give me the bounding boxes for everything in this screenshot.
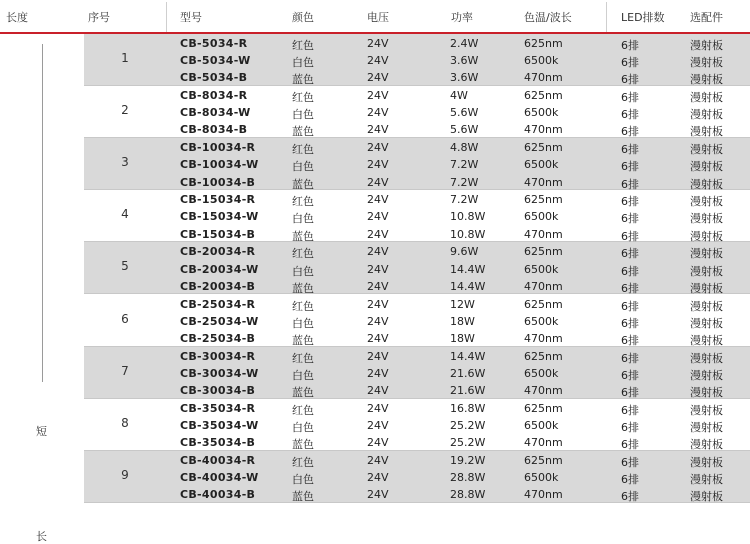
color-cell: 蓝色 — [292, 333, 314, 347]
accessory-cell: 漫射板 — [690, 333, 723, 347]
product-group — [84, 347, 750, 399]
led-rows-cell: 6排 — [621, 73, 639, 87]
seq-number: 9 — [121, 467, 129, 482]
accessory-cell: 漫射板 — [690, 316, 723, 330]
power-cell: 4.8W — [450, 141, 479, 155]
model-cell: CB-20034-B — [180, 279, 256, 293]
color-cell: 白色 — [292, 108, 314, 122]
seq-number: 1 — [121, 51, 129, 65]
wavelength-cell: 470nm — [524, 279, 563, 293]
power-cell: 2.4W — [450, 37, 479, 50]
led-rows-cell: 6排 — [621, 56, 639, 70]
product-group — [84, 86, 750, 138]
led-rows-cell: 6排 — [621, 333, 639, 347]
product-group — [84, 295, 750, 347]
voltage-cell: 24V — [367, 349, 389, 363]
led-rows-cell: 6排 — [621, 91, 639, 105]
length-long-label: 长 — [36, 530, 47, 543]
accessory-cell: 漫射板 — [690, 351, 723, 365]
wavelength-cell: 625nm — [524, 89, 563, 103]
color-cell: 红色 — [292, 39, 314, 52]
voltage-cell: 24V — [367, 245, 389, 259]
seq-number: 8 — [121, 415, 129, 430]
accessory-cell: 漫射板 — [690, 281, 723, 295]
model-cell: CB-40034-R — [180, 453, 256, 467]
color-cell: 红色 — [292, 403, 314, 417]
table-row — [84, 208, 750, 225]
seq-number: 7 — [121, 363, 129, 378]
wavelength-cell: 625nm — [524, 245, 563, 259]
product-group — [84, 451, 750, 503]
voltage-cell: 24V — [367, 89, 389, 103]
wavelength-cell: 6500k — [524, 418, 559, 432]
led-rows-cell: 6排 — [621, 455, 639, 469]
table-row — [84, 139, 750, 156]
voltage-cell: 24V — [367, 141, 389, 155]
wavelength-cell: 470nm — [524, 488, 563, 502]
color-cell: 白色 — [292, 160, 314, 174]
power-cell: 12W — [450, 297, 475, 311]
led-rows-cell: 6排 — [621, 177, 639, 191]
power-cell: 4W — [450, 89, 468, 103]
led-rows-cell: 6排 — [621, 264, 639, 278]
accessory-cell: 漫射板 — [690, 403, 723, 417]
table-row — [84, 365, 750, 382]
accessory-cell: 漫射板 — [690, 229, 723, 243]
voltage-cell: 24V — [367, 436, 389, 450]
voltage-cell: 24V — [367, 210, 389, 224]
led-rows-cell: 6排 — [621, 229, 639, 243]
wavelength-cell: 6500k — [524, 314, 559, 328]
table-row — [84, 69, 750, 86]
product-group — [84, 138, 750, 190]
wavelength-cell: 625nm — [524, 453, 563, 467]
led-rows-cell: 6排 — [621, 281, 639, 295]
power-cell: 7.2W — [450, 193, 479, 207]
power-cell: 9.6W — [450, 245, 479, 259]
table-row — [84, 348, 750, 365]
table-row — [84, 330, 750, 347]
header-color: 颜色 — [292, 11, 314, 24]
model-cell: CB-8034-W — [180, 106, 251, 120]
wavelength-cell: 6500k — [524, 106, 559, 120]
power-cell: 16.8W — [450, 401, 486, 415]
accessory-cell: 漫射板 — [690, 160, 723, 174]
wavelength-cell: 470nm — [524, 71, 563, 85]
header-model: 型号 — [180, 11, 202, 24]
model-cell: CB-8034-R — [180, 89, 248, 103]
header-led-rows: LED排数 — [621, 11, 665, 24]
power-cell: 28.8W — [450, 488, 486, 502]
model-cell: CB-5034-W — [180, 54, 251, 68]
model-cell: CB-35034-R — [180, 401, 256, 415]
table-row — [84, 452, 750, 469]
accessory-cell: 漫射板 — [690, 490, 723, 504]
accessory-cell: 漫射板 — [690, 195, 723, 209]
power-cell: 21.6W — [450, 383, 486, 397]
wavelength-cell: 6500k — [524, 158, 559, 172]
color-cell: 蓝色 — [292, 229, 314, 243]
power-cell: 21.6W — [450, 366, 486, 380]
model-cell: CB-35034-B — [180, 436, 256, 450]
color-cell: 红色 — [292, 351, 314, 365]
table-row — [84, 313, 750, 330]
wavelength-cell: 6500k — [524, 210, 559, 224]
color-cell: 蓝色 — [292, 73, 314, 87]
seq-number: 3 — [121, 155, 129, 170]
header-power: 功率 — [451, 11, 473, 24]
color-cell: 白色 — [292, 368, 314, 382]
color-cell: 蓝色 — [292, 385, 314, 399]
model-cell: CB-15034-R — [180, 193, 256, 207]
model-cell: CB-10034-R — [180, 141, 256, 155]
wavelength-cell: 625nm — [524, 401, 563, 415]
model-cell: CB-15034-W — [180, 210, 259, 224]
color-cell: 蓝色 — [292, 438, 314, 452]
accessory-cell: 漫射板 — [690, 299, 723, 313]
accessory-cell: 漫射板 — [690, 368, 723, 382]
color-cell: 红色 — [292, 455, 314, 469]
model-cell: CB-25034-W — [180, 314, 259, 328]
led-rows-cell: 6排 — [621, 195, 639, 209]
header-voltage: 电压 — [367, 11, 389, 24]
length-column — [0, 34, 84, 543]
led-rows-cell: 6排 — [621, 299, 639, 313]
table-row — [84, 486, 750, 503]
accessory-cell: 漫射板 — [690, 385, 723, 399]
power-cell: 3.6W — [450, 71, 479, 85]
power-cell: 19.2W — [450, 453, 486, 467]
seq-number: 2 — [121, 103, 129, 118]
seq-number: 4 — [121, 207, 129, 222]
wavelength-cell: 625nm — [524, 193, 563, 207]
voltage-cell: 24V — [367, 123, 389, 137]
table-row — [84, 35, 750, 52]
voltage-cell: 24V — [367, 418, 389, 432]
led-rows-cell: 6排 — [621, 420, 639, 434]
led-rows-cell: 6排 — [621, 403, 639, 417]
voltage-cell: 24V — [367, 227, 389, 241]
model-cell: CB-5034-R — [180, 37, 248, 50]
color-cell: 红色 — [292, 195, 314, 209]
voltage-cell: 24V — [367, 54, 389, 68]
table-row — [84, 434, 750, 451]
wavelength-cell: 470nm — [524, 227, 563, 241]
led-rows-cell: 6排 — [621, 143, 639, 157]
accessory-cell: 漫射板 — [690, 108, 723, 122]
table-row — [84, 104, 750, 121]
power-cell: 14.4W — [450, 349, 486, 363]
voltage-cell: 24V — [367, 279, 389, 293]
color-cell: 白色 — [292, 316, 314, 330]
voltage-cell: 24V — [367, 175, 389, 189]
product-group — [84, 190, 750, 242]
voltage-cell: 24V — [367, 488, 389, 502]
power-cell: 18W — [450, 314, 475, 328]
voltage-cell: 24V — [367, 158, 389, 172]
wavelength-cell: 6500k — [524, 262, 559, 276]
led-rows-cell: 6排 — [621, 160, 639, 174]
color-cell: 白色 — [292, 56, 314, 70]
header-accessory: 选配件 — [690, 11, 723, 24]
voltage-cell: 24V — [367, 37, 389, 50]
table-row — [84, 243, 750, 260]
wavelength-cell: 625nm — [524, 141, 563, 155]
power-cell: 10.8W — [450, 210, 486, 224]
power-cell: 28.8W — [450, 470, 486, 484]
seq-number: 5 — [121, 259, 129, 274]
led-rows-cell: 6排 — [621, 212, 639, 226]
model-cell: CB-30034-R — [180, 349, 256, 363]
header-length: 长度 — [6, 11, 28, 24]
power-cell: 7.2W — [450, 175, 479, 189]
wavelength-cell: 470nm — [524, 175, 563, 189]
accessory-cell: 漫射板 — [690, 264, 723, 278]
model-cell: CB-25034-B — [180, 331, 256, 345]
table-row — [84, 382, 750, 399]
color-cell: 白色 — [292, 472, 314, 486]
power-cell: 5.6W — [450, 106, 479, 120]
wavelength-cell: 6500k — [524, 54, 559, 68]
voltage-cell: 24V — [367, 453, 389, 467]
header-divider — [166, 2, 167, 32]
color-cell: 白色 — [292, 420, 314, 434]
led-rows-cell: 6排 — [621, 108, 639, 122]
power-cell: 18W — [450, 331, 475, 345]
power-cell: 25.2W — [450, 436, 486, 450]
power-cell: 14.4W — [450, 279, 486, 293]
table-row — [84, 417, 750, 434]
color-cell: 红色 — [292, 91, 314, 105]
table-row — [84, 156, 750, 173]
wavelength-cell: 625nm — [524, 37, 563, 50]
accessory-cell: 漫射板 — [690, 177, 723, 191]
model-cell: CB-5034-B — [180, 71, 248, 85]
color-cell: 红色 — [292, 143, 314, 157]
color-cell: 红色 — [292, 247, 314, 261]
wavelength-cell: 470nm — [524, 331, 563, 345]
wavelength-cell: 625nm — [524, 297, 563, 311]
power-cell: 25.2W — [450, 418, 486, 432]
wavelength-cell: 470nm — [524, 123, 563, 137]
voltage-cell: 24V — [367, 193, 389, 207]
model-cell: CB-15034-B — [180, 227, 256, 241]
color-cell: 蓝色 — [292, 490, 314, 504]
accessory-cell: 漫射板 — [690, 39, 723, 52]
product-group — [84, 34, 750, 86]
length-bracket-line — [42, 44, 43, 382]
power-cell: 14.4W — [450, 262, 486, 276]
table-row — [84, 400, 750, 417]
led-rows-cell: 6排 — [621, 316, 639, 330]
model-cell: CB-20034-W — [180, 262, 259, 276]
led-rows-cell: 6排 — [621, 351, 639, 365]
table-row — [84, 121, 750, 138]
table-row — [84, 87, 750, 104]
table-header — [0, 0, 750, 34]
table-row — [84, 191, 750, 208]
accessory-cell: 漫射板 — [690, 438, 723, 452]
wavelength-cell: 470nm — [524, 436, 563, 450]
color-cell: 白色 — [292, 212, 314, 226]
voltage-cell: 24V — [367, 71, 389, 85]
color-cell: 蓝色 — [292, 125, 314, 139]
accessory-cell: 漫射板 — [690, 143, 723, 157]
voltage-cell: 24V — [367, 106, 389, 120]
table-row — [84, 469, 750, 486]
product-group — [84, 399, 750, 451]
power-cell: 5.6W — [450, 123, 479, 137]
led-rows-cell: 6排 — [621, 438, 639, 452]
wavelength-cell: 470nm — [524, 383, 563, 397]
led-rows-cell: 6排 — [621, 368, 639, 382]
model-cell: CB-40034-W — [180, 470, 259, 484]
model-cell: CB-25034-R — [180, 297, 256, 311]
voltage-cell: 24V — [367, 314, 389, 328]
voltage-cell: 24V — [367, 331, 389, 345]
color-cell: 蓝色 — [292, 281, 314, 295]
accessory-cell: 漫射板 — [690, 455, 723, 469]
wavelength-cell: 6500k — [524, 366, 559, 380]
power-cell: 3.6W — [450, 54, 479, 68]
wavelength-cell: 6500k — [524, 470, 559, 484]
table-row — [84, 174, 750, 191]
accessory-cell: 漫射板 — [690, 91, 723, 105]
model-cell: CB-30034-B — [180, 383, 256, 397]
color-cell: 蓝色 — [292, 177, 314, 191]
header-wavelength: 色温/波长 — [524, 11, 572, 24]
accessory-cell: 漫射板 — [690, 56, 723, 70]
model-cell: CB-10034-W — [180, 158, 259, 172]
model-cell: CB-30034-W — [180, 366, 259, 380]
voltage-cell: 24V — [367, 262, 389, 276]
accessory-cell: 漫射板 — [690, 73, 723, 87]
voltage-cell: 24V — [367, 401, 389, 415]
led-rows-cell: 6排 — [621, 125, 639, 139]
header-seq: 序号 — [88, 11, 110, 24]
voltage-cell: 24V — [367, 366, 389, 380]
accessory-cell: 漫射板 — [690, 420, 723, 434]
table-row — [84, 226, 750, 243]
accessory-cell: 漫射板 — [690, 472, 723, 486]
table-row — [84, 52, 750, 69]
table-row — [84, 261, 750, 278]
table-row — [84, 278, 750, 295]
led-rows-cell: 6排 — [621, 385, 639, 399]
voltage-cell: 24V — [367, 297, 389, 311]
model-cell: CB-35034-W — [180, 418, 259, 432]
model-cell: CB-40034-B — [180, 488, 256, 502]
led-rows-cell: 6排 — [621, 39, 639, 52]
model-cell: CB-20034-R — [180, 245, 256, 259]
header-divider — [606, 2, 607, 32]
power-cell: 7.2W — [450, 158, 479, 172]
product-group — [84, 242, 750, 294]
voltage-cell: 24V — [367, 470, 389, 484]
led-rows-cell: 6排 — [621, 490, 639, 504]
table-row — [84, 296, 750, 313]
led-rows-cell: 6排 — [621, 472, 639, 486]
voltage-cell: 24V — [367, 383, 389, 397]
power-cell: 10.8W — [450, 227, 486, 241]
color-cell: 红色 — [292, 299, 314, 313]
model-cell: CB-8034-B — [180, 123, 248, 137]
led-rows-cell: 6排 — [621, 247, 639, 261]
seq-number: 6 — [121, 311, 129, 326]
accessory-cell: 漫射板 — [690, 247, 723, 261]
accessory-cell: 漫射板 — [690, 212, 723, 226]
color-cell: 白色 — [292, 264, 314, 278]
accessory-cell: 漫射板 — [690, 125, 723, 139]
length-short-label: 短 — [36, 425, 47, 438]
wavelength-cell: 625nm — [524, 349, 563, 363]
model-cell: CB-10034-B — [180, 175, 256, 189]
